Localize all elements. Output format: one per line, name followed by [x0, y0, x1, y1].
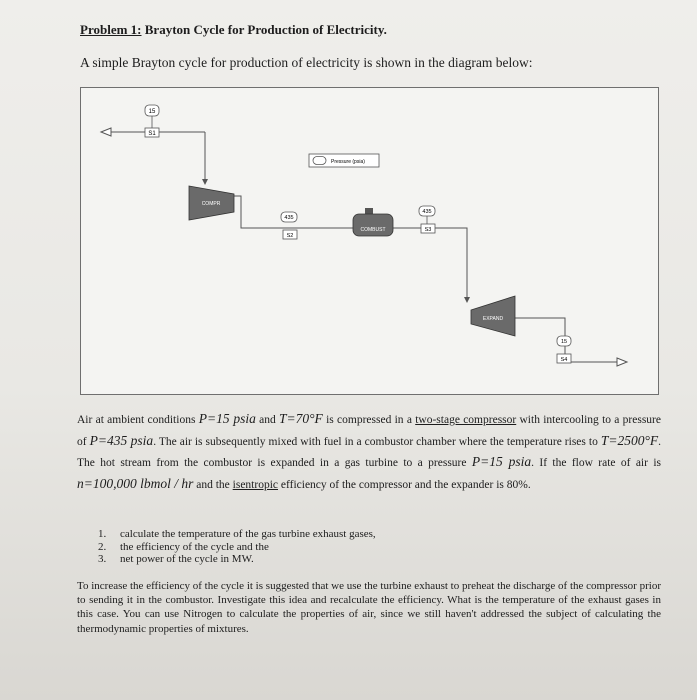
- s1-pressure-text: 15: [148, 109, 156, 115]
- flowsheet-svg: [81, 88, 658, 394]
- task-text: the efficiency of the cycle and the: [120, 540, 269, 553]
- followup-paragraph: To increase the efficiency of the cycle it is suggested that we use the turbine exhaust to preheat the discharge of the compressor prior to sending it in the combustor. Investigate this idea and recalculate the efficiency. What is the temperature of the exhaust gases in this case. You can use Nitrogen to calculate the properties of air, since we still haven't addressed the subject of calculating the thermodynamic properties of mixtures.: [77, 580, 661, 635]
- desc-text: efficiency of the compressor and the expander is 80%.: [278, 478, 531, 491]
- var-t: T: [279, 411, 287, 426]
- var-p: P: [471, 454, 481, 469]
- problem-title: Brayton Cycle for Production of Electricity.: [144, 22, 387, 37]
- value-n: =100,000 lbmol / hr: [83, 475, 194, 491]
- var-t: T: [600, 432, 609, 448]
- task-number: 3.: [98, 553, 107, 565]
- value-p2: =435 psia: [97, 432, 154, 448]
- task-text: net power of the cycle in MW.: [120, 553, 254, 565]
- desc-text: . If the flow rate of air is: [531, 457, 662, 469]
- var-p: P: [89, 432, 98, 448]
- s2-stream-text: S2: [286, 233, 294, 239]
- desc-text: is compressed in a: [322, 414, 416, 426]
- value-p3: =15 psia: [480, 454, 532, 469]
- desc-text: and the: [193, 478, 233, 491]
- task-text: calculate the temperature of the gas turbine exhaust gases,: [120, 528, 376, 540]
- legend-tag-icon: [313, 157, 326, 165]
- combustor-label: COMBUST: [360, 227, 386, 233]
- two-stage-compressor-term: two-stage compressor: [415, 414, 517, 426]
- var-n: n: [77, 475, 84, 491]
- task-list: [98, 528, 376, 566]
- problem-heading: [80, 22, 387, 38]
- s3-stream-text: S3: [424, 227, 432, 233]
- problem-label: Problem 1:: [80, 22, 142, 37]
- desc-text: and: [255, 414, 280, 426]
- brayton-flow-diagram: [80, 87, 659, 395]
- feed-arrow-icon: [101, 128, 111, 136]
- desc-text: with intercooling to a pressure of: [77, 414, 661, 448]
- list-item: [98, 528, 376, 541]
- expander-label: EXPAND: [482, 316, 504, 322]
- combustor-top-icon: [365, 208, 373, 214]
- task-number: 2.: [98, 540, 107, 553]
- problem-description: [77, 409, 661, 495]
- value-t1: =70°F: [286, 411, 323, 426]
- s1-stream-text: S1: [148, 131, 156, 137]
- value-t2: =2500°F: [608, 432, 659, 448]
- s4-stream-text: S4: [560, 357, 568, 363]
- compressor-label: COMPR: [201, 201, 221, 207]
- desc-text: . The hot stream from the combustor is expanded in a gas turbine to a pressure: [77, 435, 661, 469]
- product-arrow-icon: [617, 358, 627, 366]
- var-p: P: [198, 411, 207, 426]
- s4-pressure-text: 15: [560, 339, 568, 345]
- legend-text: Pressure (psia): [331, 159, 365, 165]
- list-item: [98, 541, 376, 554]
- intro-text: A simple Brayton cycle for production of electricity is shown in the diagram below:: [80, 55, 533, 70]
- desc-text: Air at ambient conditions: [77, 414, 199, 426]
- isentropic-term: isentropic: [232, 478, 279, 491]
- desc-text: . The air is subsequently mixed with fuel in a combustor chamber where the temperature rises to: [153, 435, 601, 448]
- s3-pressure-text: 435: [422, 209, 432, 215]
- list-item: [98, 553, 376, 566]
- s2-pressure-text: 435: [284, 215, 294, 221]
- task-number: 1.: [98, 528, 107, 540]
- value-p1: =15 psia: [206, 411, 256, 426]
